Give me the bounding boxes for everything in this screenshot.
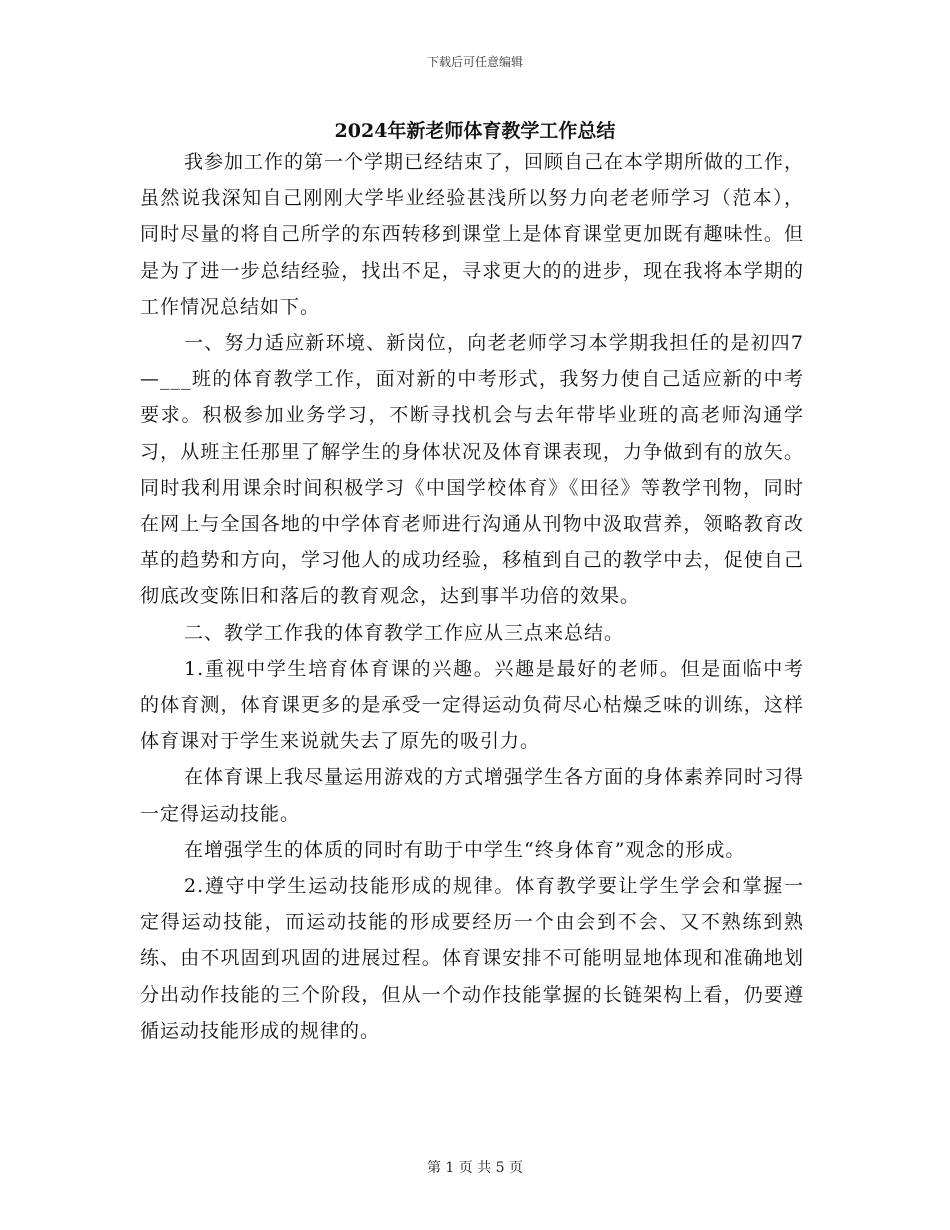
page-number-footer: 第 1 页 共 5 页 xyxy=(426,1160,524,1176)
paragraph-games: 在体育课上我尽量运用游戏的方式增强学生各方面的身体素养同时习得一定得运动技能。 xyxy=(140,766,805,825)
document-title: 2024年新老师体育教学工作总结 xyxy=(334,120,616,142)
header-note: 下载后可任意编辑 xyxy=(426,55,523,69)
document-body xyxy=(140,144,804,1049)
paragraph-lifelong-sports: 在增强学生的体质的同时有助于中学生“终身体育”观念的形成。 xyxy=(184,838,746,861)
paragraph-intro: 我参加工作的第一个学期已经结束了，回顾自己在本学期所做的工作，虽然说我深知自己刚刚大学毕业经验甚浅所以努力向老老师学习（范本），同时尽量的将自己所学的东西转移到课堂上是体育课堂更加既有趣味性。但是为了进一步总结经验，找出不足，寻求更大的的进步，现在我将本学期的工作情况总结如下。 xyxy=(140,151,805,318)
paragraph-section-one: 一、努力适应新环境、新岗位，向老老师学习本学期我担任的是初四7—___班的体育教学工作，面对新的中考形式，我努力使自己适应新的中考要求。积极参加业务学习，不断寻找机会与去年带毕业班的高老师沟通学习，从班主任那里了解学生的身体状况及体育课表现，力争做到有的放矢。同时我利用课余时间积极学习《中国学校体育》《田径》等教学刊物，同时在网上与全国各地的中学体育老师进行沟通从刊物中汲取营养，领略教育改革的趋势和方向，学习他人的成功经验，移植到自己的教学中去，促使自己彻底改变陈旧和落后的教育观念，达到事半功倍的效果。 xyxy=(140,332,804,608)
paragraph-point-one: 1.重视中学生培育体育课的兴趣。兴趣是最好的老师。但是面临中考的体育测，体育课更多的是承受一定得运动负荷尽心枯燥乏味的训练，这样体育课对于学生来说就失去了原先的吸引力。 xyxy=(140,657,804,753)
paragraph-section-two-heading: 二、教学工作我的体育教学工作应从三点来总结。 xyxy=(184,621,625,644)
paragraph-point-two: 2.遵守中学生运动技能形成的规律。体育教学要让学生学会和掌握一定得运动技能，而运动技能的形成要经历一个由会到不会、又不熟练到熟练、由不巩固到巩固的进展过程。体育课安排不可能明显地体现和准确地划分出动作技能的三个阶段，但从一个动作技能掌握的长链架构上看，仍要遵循运动技能形成的规律的。 xyxy=(140,875,804,1042)
